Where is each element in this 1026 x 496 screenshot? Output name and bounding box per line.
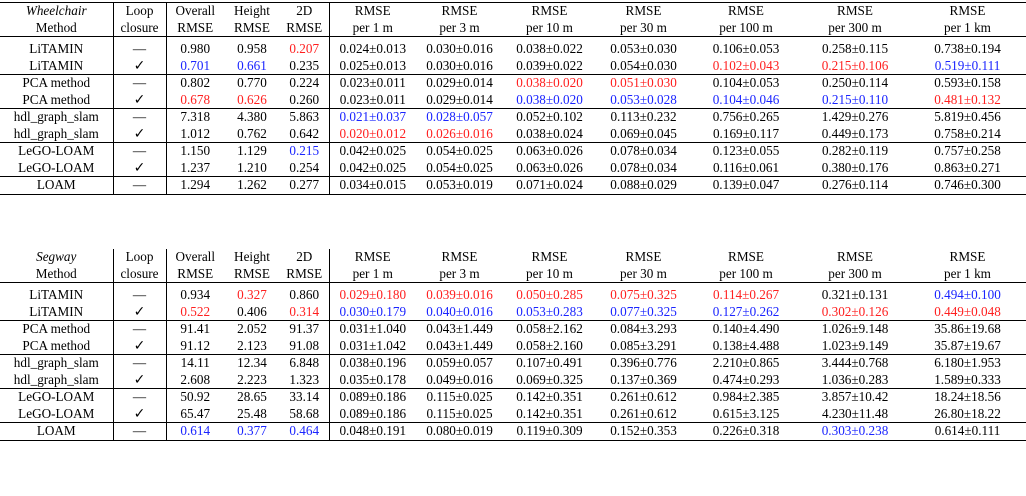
- value-cell: 0.038±0.020: [516, 75, 583, 90]
- method-cell: LiTAMIN: [0, 58, 113, 75]
- value-cell: 0.626: [237, 91, 267, 107]
- col-header: RMSE per 1 m: [352, 3, 393, 35]
- method-cell: PCA method: [0, 321, 113, 338]
- dash-icon: —: [113, 177, 166, 195]
- check-icon: ✓: [113, 58, 166, 75]
- value-cell: 4.230±11.48: [821, 405, 889, 421]
- value-cell: 0.089±0.186: [339, 405, 407, 421]
- table-row: [0, 423, 1026, 441]
- value-cell: 0.142±0.351: [516, 405, 583, 421]
- value-cell: 12.34: [237, 355, 267, 370]
- value-cell: 0.030±0.016: [426, 41, 493, 56]
- value-cell: 0.069±0.325: [516, 371, 583, 387]
- value-cell: 0.215±0.106: [821, 57, 889, 73]
- value-cell: 0.396±0.776: [610, 355, 677, 370]
- value-cell: 14.11: [180, 355, 210, 370]
- col-header: RMSE per 30 m: [620, 249, 667, 281]
- dash-icon: —: [113, 423, 166, 441]
- dash-icon: —: [113, 355, 166, 372]
- col-header: RMSE per 10 m: [526, 249, 573, 281]
- value-cell: 1.012: [180, 125, 211, 141]
- table-row: [0, 304, 1026, 321]
- dataset-title-wheelchair: Wheelchair: [25, 3, 87, 18]
- value-cell: 1.036±0.283: [821, 371, 889, 387]
- method-label: Method: [35, 19, 77, 35]
- value-cell: 0.080±0.019: [426, 423, 493, 438]
- check-icon: ✓: [113, 406, 166, 423]
- check-icon: ✓: [113, 372, 166, 389]
- value-cell: 0.038±0.196: [339, 355, 407, 370]
- value-cell: 91.08: [280, 338, 329, 355]
- value-cell: 0.481±0.132: [934, 91, 1001, 107]
- dataset-title-segway: Segway: [36, 249, 77, 264]
- value-cell: 6.848: [280, 355, 329, 372]
- value-cell: 0.050±0.285: [516, 287, 583, 302]
- value-cell: 28.65: [237, 389, 267, 404]
- value-cell: 0.123±0.055: [712, 143, 780, 158]
- dash-icon: —: [113, 41, 166, 58]
- method-cell: LOAM: [0, 423, 113, 441]
- value-cell: 0.984±2.385: [712, 389, 780, 404]
- value-cell: 0.494±0.100: [934, 287, 1001, 302]
- value-cell: 35.87±19.67: [934, 337, 1001, 353]
- value-cell: 0.215±0.110: [821, 91, 889, 107]
- col-header: RMSE per 1 km: [944, 3, 991, 35]
- table-row: [0, 109, 1026, 126]
- value-cell: 3.857±10.42: [821, 389, 889, 404]
- value-cell: 0.276±0.114: [821, 177, 889, 192]
- value-cell: 0.142±0.351: [516, 389, 583, 404]
- table-row: [0, 92, 1026, 109]
- value-cell: 0.104±0.053: [712, 75, 780, 90]
- col-header: RMSE per 30 m: [620, 3, 667, 35]
- value-cell: 0.039±0.016: [426, 287, 493, 302]
- value-cell: 1.262: [237, 177, 267, 192]
- value-cell: 0.043±1.449: [426, 321, 493, 336]
- method-cell: LiTAMIN: [0, 41, 113, 58]
- value-cell: 1.323: [280, 372, 329, 389]
- value-cell: 0.614±0.111: [934, 423, 1001, 438]
- value-cell: 0.088±0.029: [610, 177, 677, 192]
- value-cell: 0.104±0.046: [712, 91, 780, 107]
- value-cell: 0.802: [180, 75, 211, 90]
- value-cell: 0.063±0.026: [516, 143, 583, 158]
- col-header: RMSE per 100 m: [719, 249, 773, 281]
- value-cell: 0.327: [237, 287, 267, 302]
- value-cell: 1.023±9.149: [821, 337, 889, 353]
- value-cell: 0.137±0.369: [610, 371, 677, 387]
- value-cell: 0.449±0.173: [821, 125, 889, 141]
- method-cell: PCA method: [0, 338, 113, 355]
- table-row: [0, 75, 1026, 92]
- value-cell: 1.210: [237, 159, 267, 175]
- value-cell: 0.169±0.117: [712, 125, 780, 141]
- col-header: RMSE per 10 m: [526, 3, 573, 35]
- table-row: [0, 126, 1026, 143]
- value-cell: 0.678: [180, 91, 211, 107]
- dash-icon: —: [113, 389, 166, 406]
- value-cell: 0.770: [237, 75, 267, 90]
- value-cell: 0.701: [180, 57, 211, 73]
- value-cell: 0.615±3.125: [712, 405, 780, 421]
- method-cell: LOAM: [0, 177, 113, 195]
- value-cell: 0.043±1.449: [426, 337, 493, 353]
- value-cell: 0.038±0.022: [516, 41, 583, 56]
- value-cell: 0.934: [180, 287, 211, 302]
- table-row: [0, 160, 1026, 177]
- col-header: Height RMSE: [234, 249, 270, 281]
- value-cell: 0.038±0.024: [516, 125, 583, 141]
- method-label: Method: [35, 265, 77, 281]
- method-cell: hdl_graph_slam: [0, 109, 113, 126]
- value-cell: 2.052: [237, 321, 267, 336]
- value-cell: 58.68: [280, 406, 329, 423]
- col-header: RMSE per 300 m: [828, 249, 882, 281]
- value-cell: 0.053±0.030: [610, 41, 677, 56]
- table-row: [0, 355, 1026, 372]
- value-cell: 0.023±0.011: [339, 91, 406, 107]
- value-cell: 0.071±0.024: [516, 177, 583, 192]
- value-cell: 0.054±0.025: [426, 159, 493, 175]
- value-cell: 0.020±0.012: [339, 125, 407, 141]
- col-header: RMSE per 100 m: [719, 3, 773, 35]
- value-cell: 0.115±0.025: [426, 389, 493, 404]
- value-cell: 0.277: [280, 177, 329, 195]
- value-cell: 0.152±0.353: [610, 423, 677, 438]
- segway-header-row: [0, 249, 1026, 283]
- method-cell: LiTAMIN: [0, 304, 113, 321]
- value-cell: 0.250±0.114: [821, 75, 889, 90]
- segway-results-table: [0, 249, 1026, 441]
- value-cell: 0.106±0.053: [712, 41, 780, 56]
- col-header: RMSE per 1 m: [352, 249, 393, 281]
- value-cell: 0.114±0.267: [712, 287, 780, 302]
- value-cell: 0.024±0.013: [339, 41, 407, 56]
- table-row: [0, 41, 1026, 58]
- value-cell: 0.762: [237, 125, 267, 141]
- loop-closure-header: Loop closure: [113, 249, 166, 283]
- check-icon: ✓: [113, 126, 166, 143]
- value-cell: 0.758±0.214: [934, 125, 1001, 141]
- value-cell: 0.863±0.271: [934, 159, 1001, 175]
- value-cell: 0.449±0.048: [934, 303, 1001, 319]
- value-cell: 25.48: [237, 405, 267, 421]
- col-header: Overall RMSE: [175, 3, 216, 35]
- value-cell: 1.294: [180, 177, 211, 192]
- value-cell: 0.035±0.178: [339, 371, 407, 387]
- value-cell: 0.048±0.191: [339, 423, 407, 438]
- value-cell: 0.078±0.034: [610, 159, 677, 175]
- value-cell: 1.129: [237, 143, 267, 158]
- value-cell: 0.127±0.262: [712, 303, 780, 319]
- table-row: [0, 58, 1026, 75]
- value-cell: 0.053±0.283: [516, 303, 583, 319]
- value-cell: 0.084±3.293: [610, 321, 677, 336]
- value-cell: 0.058±2.162: [516, 321, 583, 336]
- value-cell: 0.980: [180, 41, 211, 56]
- value-cell: 0.380±0.176: [821, 159, 889, 175]
- value-cell: 0.029±0.014: [426, 75, 493, 90]
- table-row: [0, 372, 1026, 389]
- method-cell: LeGO-LOAM: [0, 160, 113, 177]
- value-cell: 7.318: [180, 109, 211, 124]
- value-cell: 0.377: [237, 423, 267, 438]
- value-cell: 0.119±0.309: [516, 423, 583, 438]
- table-row: [0, 389, 1026, 406]
- value-cell: 0.746±0.300: [934, 177, 1001, 192]
- col-header: Height RMSE: [234, 3, 270, 35]
- table-row: [0, 287, 1026, 304]
- value-cell: 0.021±0.037: [339, 109, 407, 124]
- value-cell: 0.115±0.025: [426, 405, 493, 421]
- value-cell: 91.41: [180, 321, 211, 336]
- table-row: [0, 338, 1026, 355]
- value-cell: 0.224: [280, 75, 329, 92]
- value-cell: 0.254: [280, 160, 329, 177]
- value-cell: 0.235: [280, 58, 329, 75]
- value-cell: 0.029±0.014: [426, 91, 493, 107]
- value-cell: 0.860: [280, 287, 329, 304]
- check-icon: ✓: [113, 92, 166, 109]
- value-cell: 0.025±0.013: [339, 57, 407, 73]
- wheelchair-header-row: [0, 3, 1026, 37]
- method-header: [0, 249, 113, 283]
- method-cell: LeGO-LOAM: [0, 143, 113, 160]
- method-cell: hdl_graph_slam: [0, 372, 113, 389]
- col-header: Overall RMSE: [175, 249, 216, 281]
- col-header: RMSE per 1 km: [944, 249, 991, 281]
- dash-icon: —: [113, 321, 166, 338]
- value-cell: 0.261±0.612: [610, 405, 677, 421]
- method-cell: LiTAMIN: [0, 287, 113, 304]
- value-cell: 0.757±0.258: [934, 143, 1001, 158]
- value-cell: 0.059±0.057: [426, 355, 493, 370]
- value-cell: 0.102±0.043: [712, 57, 780, 73]
- value-cell: 0.078±0.034: [610, 143, 677, 158]
- check-icon: ✓: [113, 304, 166, 321]
- value-cell: 2.223: [237, 371, 267, 387]
- value-cell: 0.113±0.232: [610, 109, 677, 124]
- value-cell: 0.028±0.057: [426, 109, 493, 124]
- value-cell: 0.053±0.019: [426, 177, 493, 192]
- value-cell: 1.237: [180, 159, 211, 175]
- loop-closure-header: Loop closure: [113, 3, 166, 37]
- method-cell: LeGO-LOAM: [0, 406, 113, 423]
- value-cell: 1.589±0.333: [934, 371, 1001, 387]
- check-icon: ✓: [113, 160, 166, 177]
- value-cell: 0.085±3.291: [610, 337, 677, 353]
- col-header: RMSE per 3 m: [439, 249, 480, 281]
- value-cell: 0.474±0.293: [712, 371, 780, 387]
- value-cell: 3.444±0.768: [821, 355, 889, 370]
- value-cell: 0.258±0.115: [821, 41, 889, 56]
- value-cell: 18.24±18.56: [934, 389, 1001, 404]
- value-cell: 0.075±0.325: [610, 287, 677, 302]
- value-cell: 4.380: [237, 109, 267, 124]
- method-cell: PCA method: [0, 75, 113, 92]
- value-cell: 0.958: [237, 41, 267, 56]
- value-cell: 0.040±0.016: [426, 303, 493, 319]
- value-cell: 0.039±0.022: [516, 57, 583, 73]
- value-cell: 0.642: [280, 126, 329, 143]
- value-cell: 33.14: [280, 389, 329, 406]
- value-cell: 0.522: [180, 303, 211, 319]
- value-cell: 0.738±0.194: [934, 41, 1001, 56]
- value-cell: 0.107±0.491: [516, 355, 583, 370]
- value-cell: 26.80±18.22: [934, 405, 1001, 421]
- value-cell: 0.069±0.045: [610, 125, 677, 141]
- value-cell: 0.077±0.325: [610, 303, 677, 319]
- value-cell: 0.031±1.040: [339, 321, 407, 336]
- value-cell: 35.86±19.68: [934, 321, 1001, 336]
- value-cell: 0.089±0.186: [339, 389, 407, 404]
- value-cell: 0.026±0.016: [426, 125, 493, 141]
- value-cell: 0.034±0.015: [339, 177, 407, 192]
- method-cell: hdl_graph_slam: [0, 126, 113, 143]
- value-cell: 0.042±0.025: [339, 159, 407, 175]
- value-cell: 91.37: [280, 321, 329, 338]
- value-cell: 0.029±0.180: [339, 287, 407, 302]
- value-cell: 0.054±0.030: [610, 57, 677, 73]
- value-cell: 0.226±0.318: [712, 423, 780, 438]
- method-cell: LeGO-LOAM: [0, 389, 113, 406]
- value-cell: 5.819±0.456: [934, 109, 1001, 124]
- value-cell: 91.12: [180, 337, 211, 353]
- value-cell: 0.406: [237, 303, 267, 319]
- value-cell: 0.023±0.011: [339, 75, 406, 90]
- value-cell: 0.756±0.265: [712, 109, 780, 124]
- value-cell: 0.314: [280, 304, 329, 321]
- value-cell: 2.608: [180, 371, 211, 387]
- segway-table-body: [0, 283, 1026, 441]
- value-cell: 0.260: [280, 92, 329, 109]
- dash-icon: —: [113, 287, 166, 304]
- wheelchair-results-table: [0, 2, 1026, 195]
- col-header: 2D RMSE: [280, 249, 329, 283]
- dash-icon: —: [113, 143, 166, 160]
- value-cell: 2.210±0.865: [712, 355, 780, 370]
- col-header: RMSE per 3 m: [439, 3, 480, 35]
- table-row: [0, 143, 1026, 160]
- value-cell: 0.030±0.016: [426, 57, 493, 73]
- col-header: 2D RMSE: [280, 3, 329, 37]
- wheelchair-table-body: [0, 37, 1026, 195]
- value-cell: 0.030±0.179: [339, 303, 407, 319]
- value-cell: 0.052±0.102: [516, 109, 583, 124]
- value-cell: 2.123: [237, 337, 267, 353]
- value-cell: 50.92: [180, 389, 211, 404]
- value-cell: 0.593±0.158: [934, 75, 1001, 90]
- value-cell: 0.661: [237, 57, 267, 73]
- table-row: [0, 177, 1026, 195]
- table-row: [0, 321, 1026, 338]
- value-cell: 6.180±1.953: [934, 355, 1001, 370]
- value-cell: 0.302±0.126: [821, 303, 889, 319]
- value-cell: 5.863: [280, 109, 329, 126]
- value-cell: 0.321±0.131: [821, 287, 889, 302]
- value-cell: 0.042±0.025: [339, 143, 407, 158]
- value-cell: 0.049±0.016: [426, 371, 493, 387]
- method-cell: PCA method: [0, 92, 113, 109]
- value-cell: 0.038±0.020: [516, 91, 583, 107]
- value-cell: 0.058±2.160: [516, 337, 583, 353]
- dash-icon: —: [113, 109, 166, 126]
- value-cell: 0.053±0.028: [610, 91, 677, 107]
- value-cell: 0.282±0.119: [821, 143, 889, 158]
- method-header: [0, 3, 113, 37]
- value-cell: 1.026±9.148: [821, 321, 889, 336]
- check-icon: ✓: [113, 338, 166, 355]
- value-cell: 0.139±0.047: [712, 177, 780, 192]
- value-cell: 0.519±0.111: [934, 57, 1001, 73]
- value-cell: 0.215: [280, 143, 329, 160]
- value-cell: 1.150: [180, 143, 211, 158]
- value-cell: 0.063±0.026: [516, 159, 583, 175]
- value-cell: 0.031±1.042: [339, 337, 407, 353]
- dash-icon: —: [113, 75, 166, 92]
- value-cell: 0.614: [180, 423, 211, 438]
- value-cell: 0.261±0.612: [610, 389, 677, 404]
- value-cell: 0.140±4.490: [712, 321, 780, 336]
- method-cell: hdl_graph_slam: [0, 355, 113, 372]
- col-header: RMSE per 300 m: [828, 3, 882, 35]
- value-cell: 0.138±4.488: [712, 337, 780, 353]
- table-row: [0, 406, 1026, 423]
- value-cell: 0.464: [280, 423, 329, 441]
- value-cell: 0.051±0.030: [610, 75, 677, 90]
- value-cell: 1.429±0.276: [821, 109, 889, 124]
- value-cell: 0.054±0.025: [426, 143, 493, 158]
- value-cell: 0.207: [280, 41, 329, 58]
- value-cell: 65.47: [180, 405, 211, 421]
- value-cell: 0.116±0.061: [712, 159, 780, 175]
- value-cell: 0.303±0.238: [821, 423, 889, 438]
